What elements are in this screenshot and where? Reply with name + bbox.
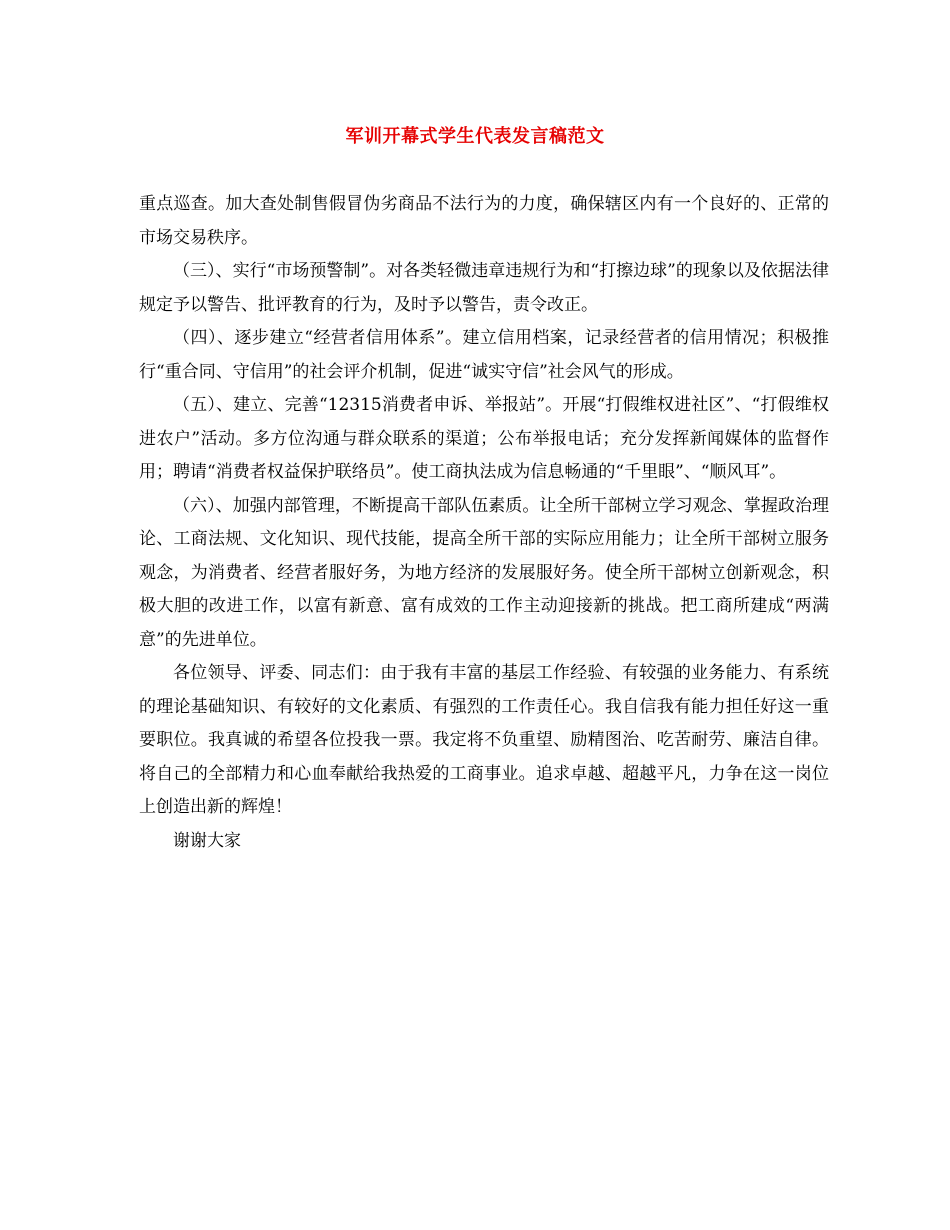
document-title: 军训开幕式学生代表发言稿范文 <box>345 126 605 147</box>
paragraph-section-5: （五）、建立、完善“12315消费者申诉、举报站”。开展“打假维权进社区”、“打假维权进农户”活动。多方位沟通与群众联系的渠道；公布举报电话；充分发挥新闻媒体的监督作用；聘请“消费者权益保护联络员”。使工商执法成为信息畅通的“千里眼”、“顺风耳”。 <box>139 395 829 482</box>
paragraph-section-3: （三）、实行“市场预警制”。对各类轻微违章违规行为和“打擦边球”的现象以及依据法律规定予以警告、批评教育的行为，及时予以警告，责令改正。 <box>139 261 829 315</box>
paragraph-closing-statement: 各位领导、评委、同志们：由于我有丰富的基层工作经验、有较强的业务能力、有系统的理论基础知识、有较好的文化素质、有强烈的工作责任心。我自信我有能力担任好这一重要职位。我真诚的希望各位投我一票。我定将不负重望、励精图治、吃苦耐劳、廉洁自律。将自己的全部精力和心血奉献给我热爱的工商事业。追求卓越、超越平凡，力争在这一岗位上创造出新的辉煌！ <box>139 663 829 817</box>
paragraph-continuation: 重点巡查。加大查处制售假冒伪劣商品不法行为的力度，确保辖区内有一个良好的、正常的市场交易秩序。 <box>139 194 829 248</box>
paragraph-section-4: （四）、逐步建立“经营者信用体系”。建立信用档案，记录经营者的信用情况；积极推行“重合同、守信用”的社会评介机制，促进“诚实守信”社会风气的形成。 <box>139 328 829 382</box>
paragraph-section-6: （六）、加强内部管理，不断提高干部队伍素质。让全所干部树立学习观念、掌握政治理论、工商法规、文化知识、现代技能，提高全所干部的实际应用能力；让全所干部树立服务观念，为消费者、经营者服好务，为地方经济的发展服好务。使全所干部树立创新观念，积极大胆的改进工作，以富有新意、富有成效的工作主动迎接新的挑战。把工商所建成“两满意”的先进单位。 <box>139 495 829 650</box>
document-body <box>139 188 829 858</box>
paragraph-thanks: 谢谢大家 <box>173 830 241 851</box>
